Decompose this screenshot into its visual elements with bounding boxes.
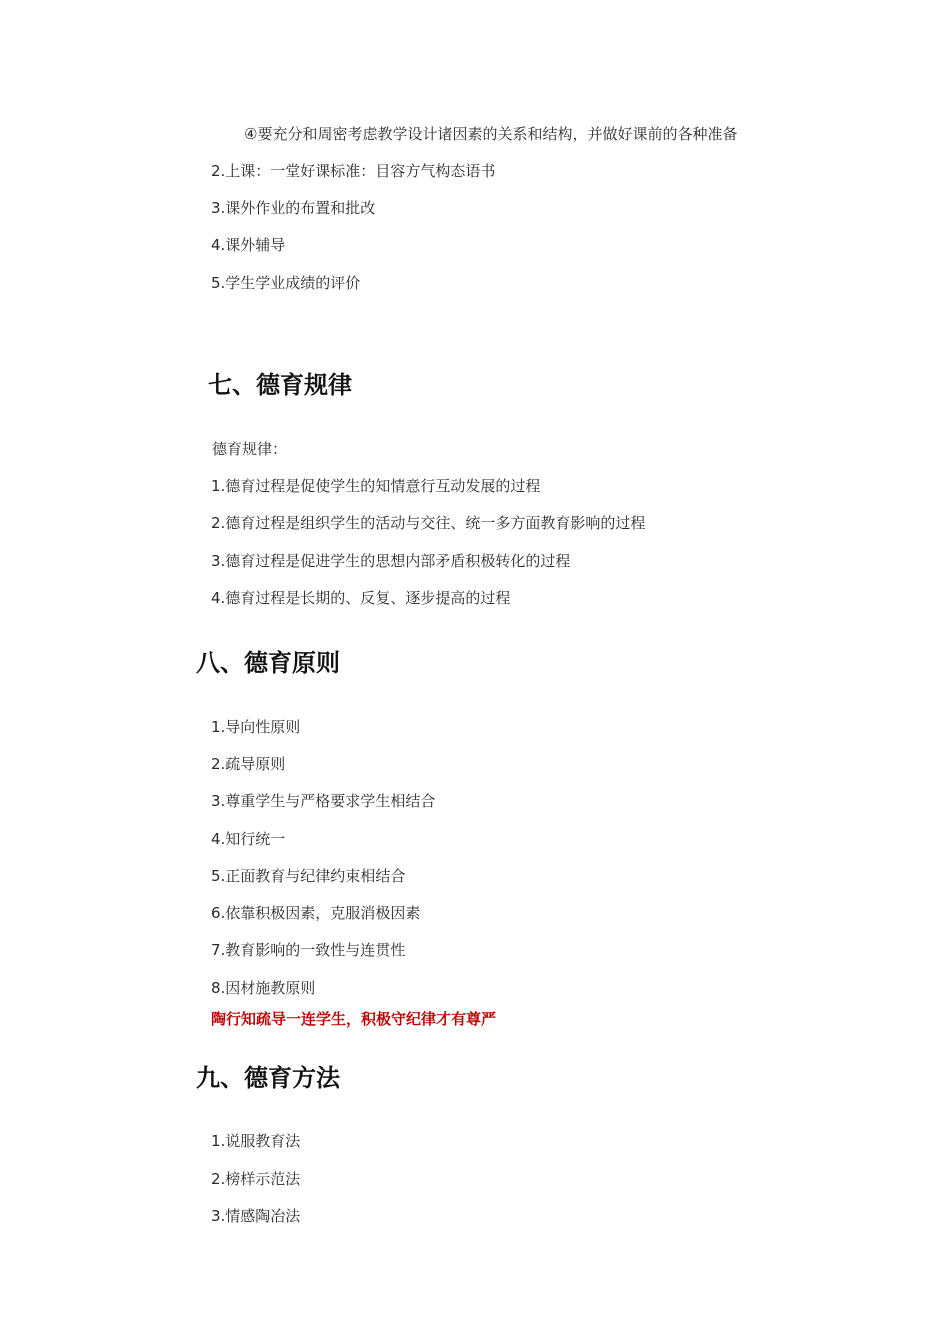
section-intro: 德育规律： — [212, 440, 288, 458]
list-item: 4.知行统一 — [211, 830, 286, 848]
list-item: 4.课外辅导 — [211, 236, 286, 254]
list-item: 7.教育影响的一致性与连贯性 — [211, 941, 406, 959]
teaching-step-line-4: ④要充分和周密考虑教学设计诸因素的关系和结构，并做好课前的各种准备 — [244, 125, 738, 143]
list-item: 5.正面教育与纪律约束相结合 — [211, 867, 406, 885]
list-item: 2.上课：一堂好课标准：目容方气构态语书 — [211, 162, 496, 180]
mnemonic-note: 陶行知疏导一连学生，积极守纪律才有尊严 — [211, 1010, 497, 1028]
list-item: 3.尊重学生与严格要求学生相结合 — [211, 792, 436, 810]
list-item: 2.疏导原则 — [211, 755, 286, 773]
list-item: 3.德育过程是促进学生的思想内部矛盾积极转化的过程 — [211, 552, 571, 570]
section-heading-moral-education-laws: 七、德育规律 — [208, 371, 352, 399]
list-item: 3.情感陶冶法 — [211, 1207, 301, 1225]
section-heading-moral-education-methods: 九、德育方法 — [196, 1064, 340, 1092]
list-item: 1.导向性原则 — [211, 718, 301, 736]
list-item: 8.因材施教原则 — [211, 979, 316, 997]
list-item: 4.德育过程是长期的、反复、逐步提高的过程 — [211, 589, 511, 607]
section-heading-moral-education-principles: 八、德育原则 — [196, 649, 340, 677]
list-item: 3.课外作业的布置和批改 — [211, 199, 376, 217]
list-item: 6.依靠积极因素，克服消极因素 — [211, 904, 421, 922]
list-item: 2.德育过程是组织学生的活动与交往、统一多方面教育影响的过程 — [211, 514, 646, 532]
list-item: 5.学生学业成绩的评价 — [211, 274, 361, 292]
list-item: 1.说服教育法 — [211, 1132, 301, 1150]
list-item: 2.榜样示范法 — [211, 1170, 301, 1188]
list-item: 1.德育过程是促使学生的知情意行互动发展的过程 — [211, 477, 541, 495]
